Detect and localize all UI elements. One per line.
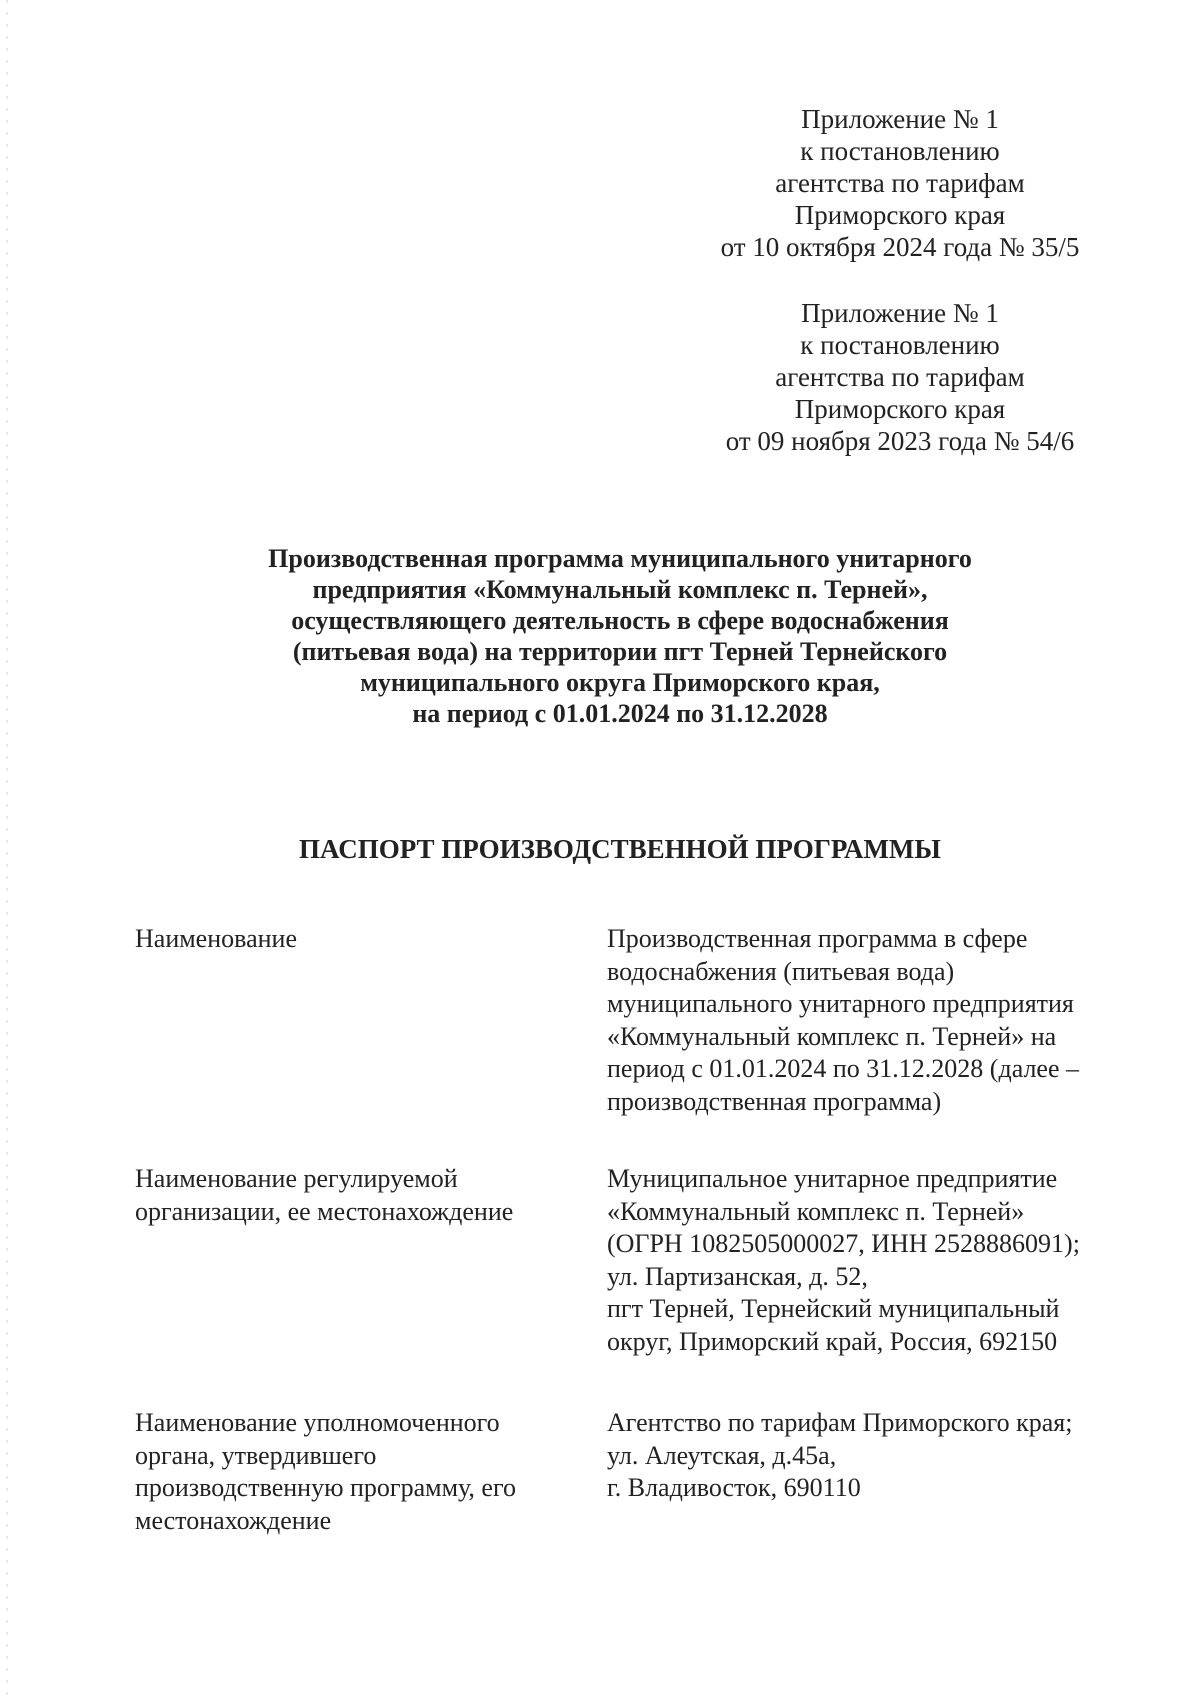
passport-row-value [607, 1407, 1127, 1505]
appendix-line: Приморского края [794, 200, 1006, 230]
value-line: «Коммунальный комплекс п. Терней» [607, 1196, 1025, 1226]
passport-row-label [135, 923, 575, 956]
title-line: на период с 01.01.2024 по 31.12.2028 [412, 699, 828, 728]
label-line: Наименование [135, 924, 297, 953]
passport-heading: ПАСПОРТ ПРОИЗВОДСТВЕННОЙ ПРОГРАММЫ [299, 834, 941, 864]
appendix-previous-reference [660, 297, 1140, 457]
appendix-line: Приложение № 1 [801, 298, 999, 328]
value-line: Агентство по тарифам Приморского края; [607, 1408, 1073, 1437]
title-line: муниципального округа Приморского края, [360, 668, 880, 697]
appendix-line: Приморского края [794, 394, 1006, 424]
passport-row-value [607, 1163, 1127, 1358]
label-line: Наименование регулируемой [135, 1164, 458, 1193]
value-line: Производственная программа в сфере [607, 924, 1028, 953]
label-line: Наименование уполномоченного [135, 1408, 500, 1437]
title-line: Производственная программа муниципального унитарного [268, 544, 972, 573]
appendix-line: Приложение № 1 [801, 104, 999, 134]
label-line: производственную программу, его [135, 1473, 516, 1502]
label-line: организации, ее местонахождение [135, 1196, 514, 1226]
value-line: пгт Терней, Тернейский муниципальный [607, 1294, 1060, 1323]
title-line: (питьевая вода) на территории пгт Терней Тернейского [292, 637, 948, 666]
appendix-line: от 10 октября 2024 года № 35/5 [720, 232, 1080, 262]
label-line: местонахождение [135, 1505, 332, 1535]
value-line: период с 01.01.2024 по 31.12.2028 (далее – [607, 1054, 1080, 1083]
value-line: ул. Алеутская, д.45а, [607, 1440, 837, 1470]
value-line: муниципального унитарного предприятия [607, 989, 1074, 1018]
value-line: округ, Приморский край, Россия, 692150 [607, 1326, 1058, 1356]
appendix-line: агентства по тарифам [775, 362, 1025, 392]
title-line: осуществляющего деятельность в сфере водоснабжения [291, 606, 949, 635]
title-line: предприятия «Коммунальный комплекс п. Терней», [312, 575, 928, 604]
passport-row-label [135, 1163, 575, 1228]
passport-row-label [135, 1407, 575, 1537]
value-line: (ОГРН 1082505000027, ИНН 2528886091); [607, 1229, 1080, 1258]
passport-row-value [607, 923, 1127, 1118]
document-title [160, 543, 1080, 729]
scan-edge-marks [6, 0, 8, 1698]
value-line: водоснабжения (питьевая вода) [607, 956, 955, 986]
appendix-line: от 09 ноября 2023 года № 54/6 [725, 426, 1075, 456]
appendix-current-reference [660, 103, 1140, 263]
label-line: органа, утвердившего [135, 1440, 377, 1470]
appendix-line: агентства по тарифам [775, 168, 1025, 198]
value-line: «Коммунальный комплекс п. Терней» на [607, 1021, 1057, 1051]
value-line: г. Владивосток, 690110 [607, 1473, 861, 1502]
value-line: ул. Партизанская, д. 52, [607, 1261, 868, 1291]
appendix-line: к постановлению [800, 330, 1000, 360]
appendix-line: к постановлению [800, 136, 1000, 166]
value-line: производственная программа) [607, 1086, 942, 1116]
value-line: Муниципальное унитарное предприятие [607, 1164, 1058, 1193]
